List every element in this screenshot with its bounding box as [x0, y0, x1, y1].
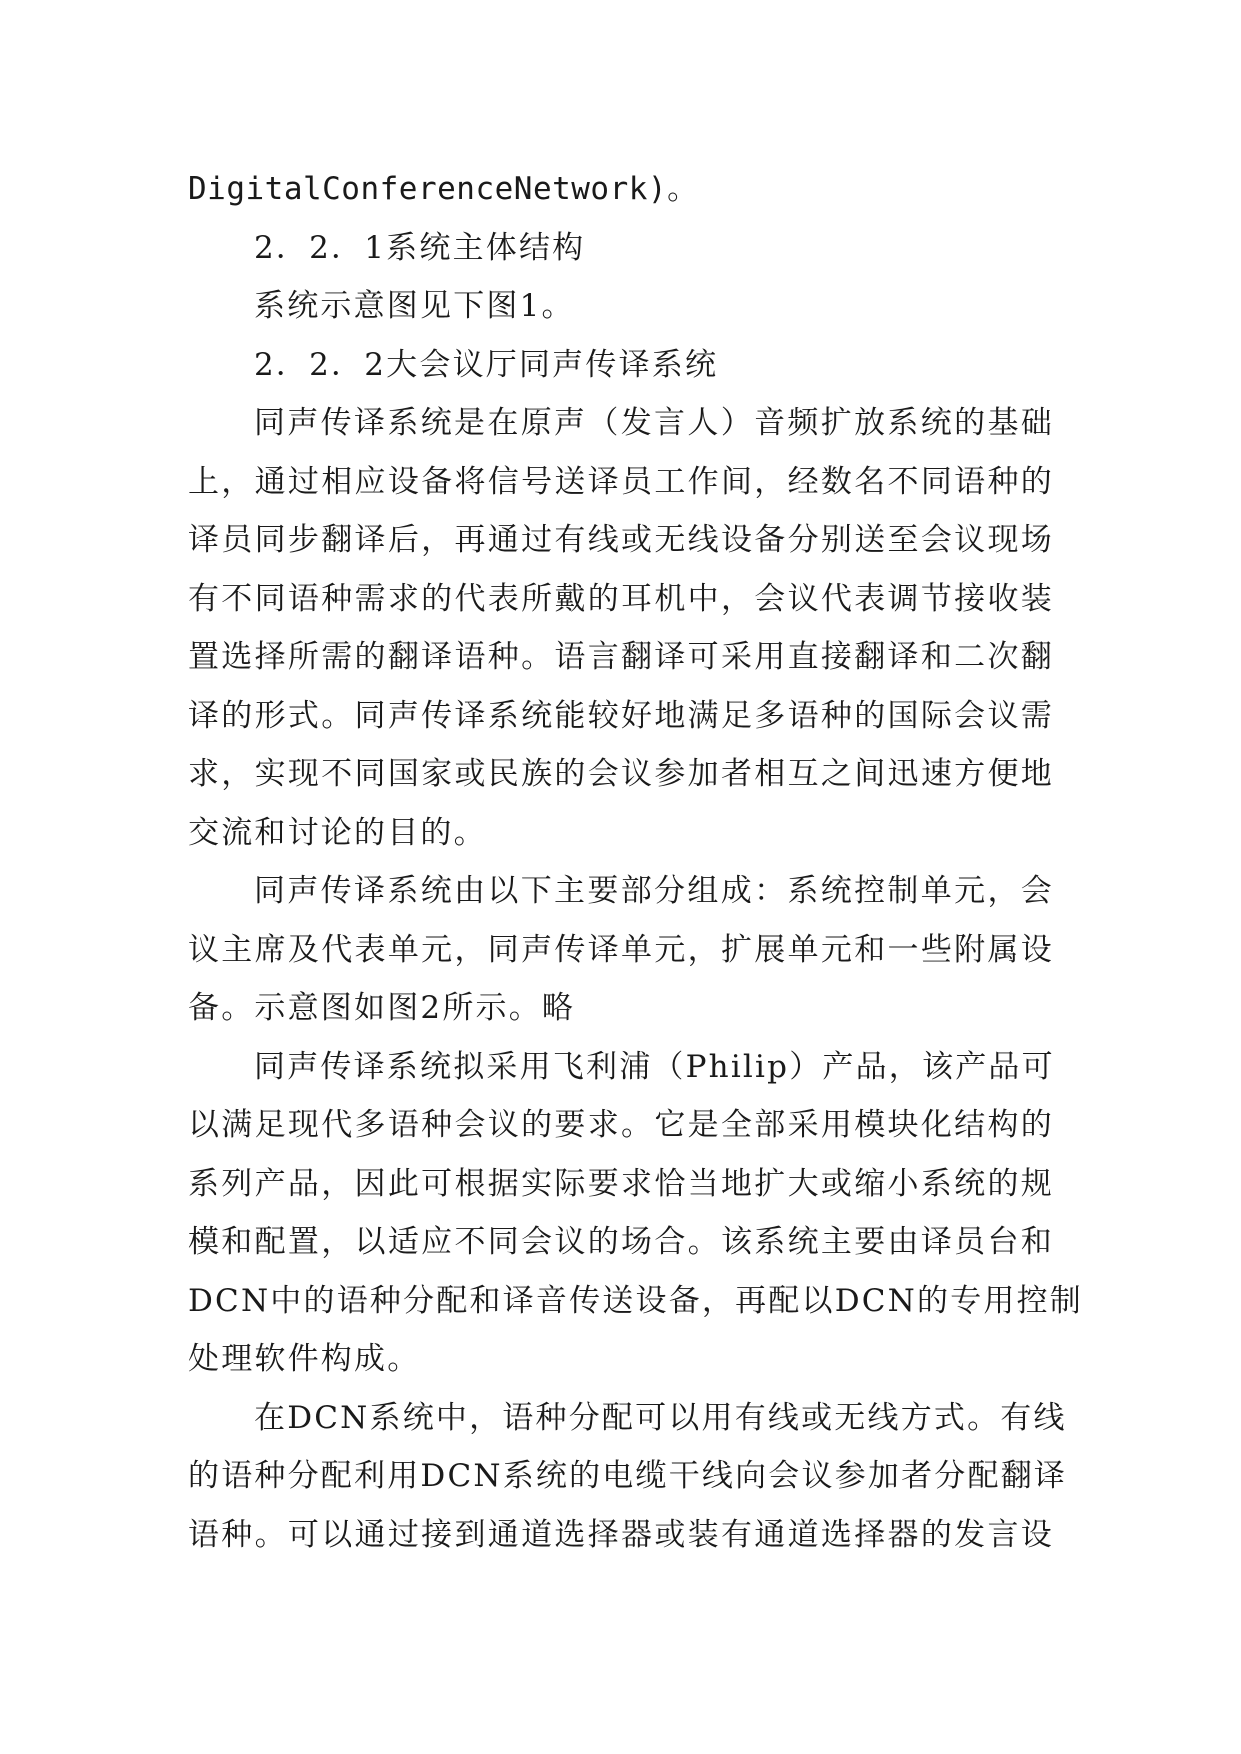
section-heading: 2．2．2大会议厅同声传译系统 — [254, 346, 719, 383]
paragraph-line: 上，通过相应设备将信号送译员工作间，经数名不同语种的 — [188, 463, 1054, 500]
paragraph-line: DCN中的语种分配和译音传送设备，再配以DCN的专用控制 — [188, 1282, 1083, 1319]
paragraph-line: 译员同步翻译后，再通过有线或无线设备分别送至会议现场 — [188, 522, 1054, 558]
section-heading: 2．2．1系统主体结构 — [254, 229, 586, 266]
paragraph-line: 议主席及代表单元，同声传译单元，扩展单元和一些附属设 — [188, 931, 1054, 968]
text-line: 系统示意图见下图1。 — [254, 288, 575, 324]
paragraph-line: 模和配置，以适应不同会议的场合。该系统主要由译员台和 — [188, 1224, 1054, 1260]
paragraph-line: 同声传译系统是在原声（发言人）音频扩放系统的基础 — [254, 405, 1054, 441]
paragraph-line: 以满足现代多语种会议的要求。它是全部采用模块化结构的 — [188, 1107, 1054, 1143]
paragraph-line: 的语种分配利用DCN系统的电缆干线向会议参加者分配翻译 — [188, 1458, 1068, 1494]
paragraph-line: 语种。可以通过接到通道选择器或装有通道选择器的发言设 — [188, 1516, 1054, 1553]
paragraph-line: 同声传译系统由以下主要部分组成：系统控制单元，会 — [254, 873, 1054, 909]
paragraph-line: 译的形式。同声传译系统能较好地满足多语种的国际会议需 — [188, 697, 1054, 734]
text-line: DigitalConferenceNetwork)。 — [188, 171, 699, 207]
paragraph-line: 交流和讨论的目的。 — [188, 814, 487, 851]
paragraph-line: 备。示意图如图2所示。略 — [188, 990, 576, 1026]
paragraph-line: 系列产品，因此可根据实际要求恰当地扩大或缩小系统的规 — [188, 1165, 1054, 1202]
document-page — [188, 160, 1083, 1564]
paragraph-line: 求，实现不同国家或民族的会议参加者相互之间迅速方便地 — [188, 756, 1054, 792]
paragraph-line: 在DCN系统中，语种分配可以用有线或无线方式。有线 — [254, 1399, 1067, 1436]
paragraph-line: 置选择所需的翻译语种。语言翻译可采用直接翻译和二次翻 — [188, 639, 1054, 675]
paragraph-line: 有不同语种需求的代表所戴的耳机中，会议代表调节接收装 — [188, 580, 1054, 617]
paragraph-line: 处理软件构成。 — [188, 1341, 421, 1377]
paragraph-line: 同声传译系统拟采用飞利浦（Philip）产品，该产品可 — [254, 1048, 1055, 1085]
